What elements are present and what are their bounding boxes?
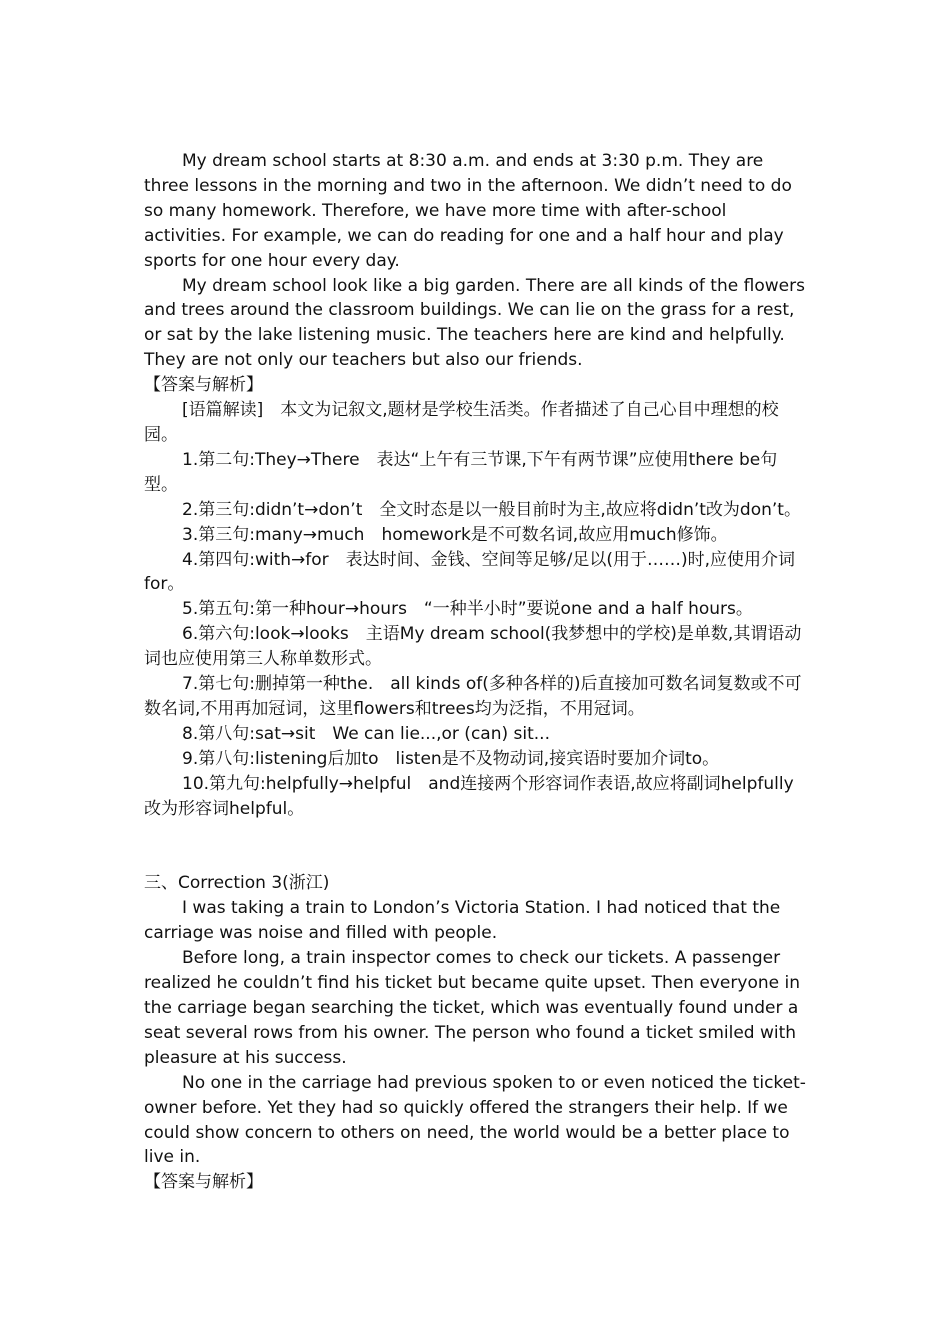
discourse-analysis: [语篇解读] 本文为记叙文,题材是学校生活类。作者描述了自己心目中理想的校园。 bbox=[144, 400, 779, 445]
correction-item-1: 1.第二句:They→There 表达“上午有三节课,下午有两节课”应使用there be句型。 bbox=[144, 449, 778, 495]
document-page bbox=[144, 149, 810, 1195]
section-spacer bbox=[144, 821, 810, 871]
correction-item-5: 5.第五句:第一种hour→hours “一种半小时”要说one and a half hours。 bbox=[182, 599, 753, 620]
correction-item-2: 2.第三句:didn’t→don’t 全文时态是以一般目前时为主,故应将didn’t改为don’t。 bbox=[182, 499, 801, 520]
passage-3-paragraph-3: No one in the carriage had previous spoken to or even noticed the ticket-owner before. Yet they had so quickly offered the strangers their help. If we could show concern to others on need, the world would be a better place to live in. bbox=[144, 1072, 806, 1168]
passage-2-paragraph-1: My dream school starts at 8:30 a.m. and ends at 3:30 p.m. They are three lessons in the morning and two in the afternoon. We didn’t need to do so many homework. Therefore, we have more time with after-school activities. For example, we can do reading for one and a half hour and play sports for one hour every day. bbox=[144, 151, 792, 271]
passage-3-paragraph-2: Before long, a train inspector comes to check our tickets. A passenger realized he couldn’t find his ticket but became quite upset. Then everyone in the carriage began searching the ticket, which was eventually found under a seat several rows from his owner. The person who found a ticket smiled with pleasure at his success. bbox=[144, 948, 800, 1068]
correction-item-9: 9.第八句:listening后加to listen是不及物动词,接宾语时要加介词to。 bbox=[182, 748, 720, 769]
correction-item-3: 3.第三句:many→much homework是不可数名词,故应用much修饰。 bbox=[182, 524, 728, 545]
correction-item-7: 7.第七句:删掉第一种the. all kinds of(多种各样的)后直接加可数名词复数或不可数名词,不用再加冠词，这里flowers和trees均为泛指，不用冠词。 bbox=[144, 674, 802, 719]
correction-item-10: 10.第九句:helpfully→helpful and连接两个形容词作表语,故应将副词helpfully改为形容词helpful。 bbox=[144, 773, 794, 819]
correction-item-8: 8.第八句:sat→sit We can lie...,or (can) sit... bbox=[182, 723, 550, 744]
correction-item-6: 6.第六句:look→looks 主语My dream school(我梦想中的学校)是单数,其谓语动词也应使用第三人称单数形式。 bbox=[144, 624, 802, 670]
answer-heading: 【答案与解析】 bbox=[144, 375, 263, 396]
passage-2-paragraph-2: My dream school look like a big garden. There are all kinds of the flowers and trees around the classroom buildings. We can lie on the grass for a rest, or sat by the lake listening music. The teachers here are kind and helpfully. They are not only our teachers but also our friends. bbox=[144, 275, 805, 371]
passage-3-paragraph-1: I was taking a train to London’s Victoria Station. I had noticed that the carriage was noise and filled with people. bbox=[144, 898, 781, 944]
section-3-title: 三、Correction 3(浙江) bbox=[144, 873, 330, 894]
answer-heading-2: 【答案与解析】 bbox=[144, 1172, 263, 1193]
correction-item-4: 4.第四句:with→for 表达时间、金钱、空间等足够/足以(用于……)时,应使用介词for。 bbox=[144, 549, 796, 595]
